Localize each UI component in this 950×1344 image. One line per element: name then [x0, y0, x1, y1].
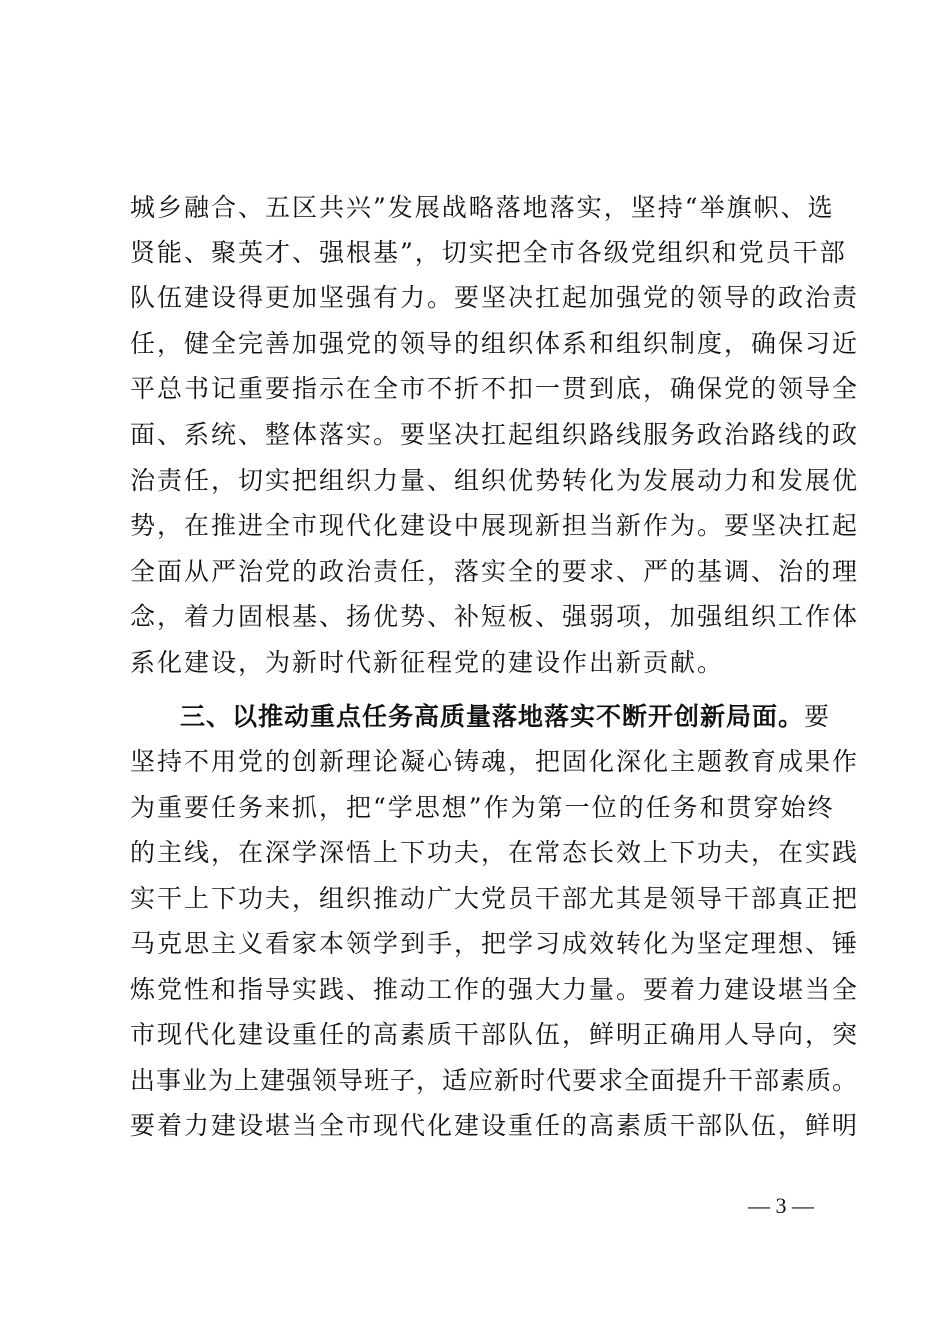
- body-text-line: 系化建设，为新时代新征程党的建设作出新贡献。: [130, 648, 725, 677]
- body-text-line: 要着力建设堪当全市现代化建设重任的高素质干部队伍，鲜明: [130, 1111, 860, 1140]
- body-text-line: 出事业为上建强领导班子，适应新时代要求全面提升干部素质。: [130, 1066, 859, 1095]
- body-text-line: 坚持不用党的创新理论凝心铸魂，把固化深化主题教育成果作: [130, 747, 860, 776]
- body-text-line: 治责任，切实把组织力量、组织优势转化为发展动力和发展优: [130, 466, 860, 495]
- body-text-line: 马克思主义看家本领学到手，把学习成效转化为坚定理想、锤: [130, 929, 860, 958]
- body-text-line: 贤能、聚英才、强根基”，切实把全市各级党组织和党员干部: [130, 238, 847, 267]
- heading-tail-text: 要: [804, 702, 832, 731]
- body-text-line: 炼党性和指导实践、推动工作的强大力量。要着力建设堪当全: [130, 975, 860, 1004]
- body-text-line: 平总书记重要指示在全市不折不扣一贯到底，确保党的领导全: [130, 374, 860, 403]
- body-text-line: 势，在推进全市现代化建设中展现新担当新作为。要坚决扛起: [130, 511, 860, 540]
- body-text-line: 面、系统、整体落实。要坚决扛起组织路线服务政治路线的政: [130, 420, 860, 449]
- body-text-line: 任，健全完善加强党的领导的组织体系和组织制度，确保习近: [130, 329, 860, 358]
- body-text-line: 市现代化建设重任的高素质干部队伍，鲜明正确用人导向，突: [130, 1020, 860, 1049]
- page-number: — 3 —: [748, 1193, 814, 1218]
- body-text-line: 为重要任务来抓，把“学思想”作为第一位的任务和贯穿始终: [130, 793, 835, 822]
- body-text-line: 队伍建设得更加坚强有力。要坚决扛起加强党的领导的政治责: [130, 283, 860, 312]
- body-text-line: 全面从严治党的政治责任，落实全的要求、严的基调、治的理: [130, 557, 860, 586]
- body-text-line: 的主线，在深学深悟上下功夫，在常态长效上下功夫，在实践: [130, 838, 860, 867]
- body-text-line: 实干上下功夫，组织推动广大党员干部尤其是领导干部真正把: [130, 884, 860, 913]
- body-text-line: 城乡融合、五区共兴”发展战略落地落实，坚持“举旗帜、选: [130, 193, 835, 222]
- body-text-line: 念，着力固根基、扬优势、补短板、强弱项，加强组织工作体: [130, 602, 860, 631]
- section-heading: 三、以推动重点任务高质量落地落实不断开创新局面。: [180, 702, 805, 731]
- section-heading-line: [180, 702, 830, 732]
